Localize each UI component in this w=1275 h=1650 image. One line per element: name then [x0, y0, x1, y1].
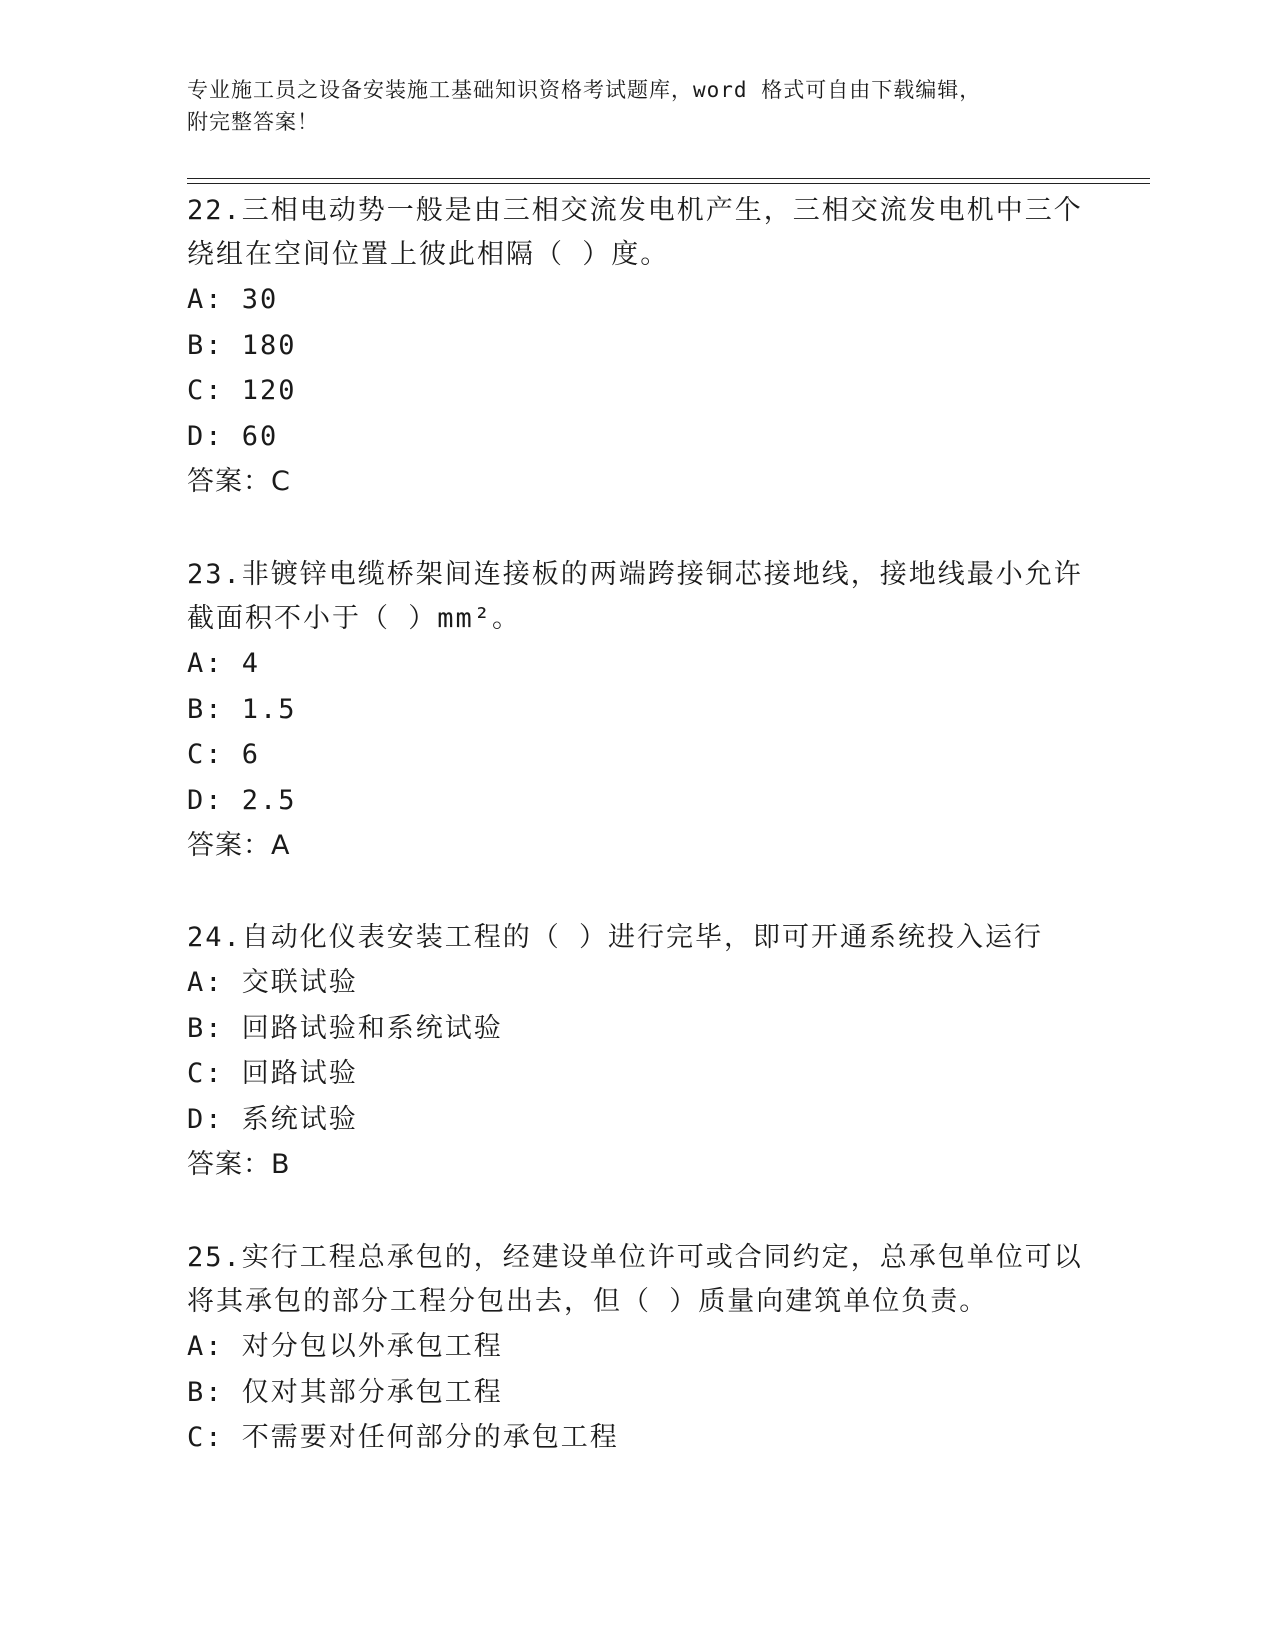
option-a: A: 30: [187, 284, 279, 315]
answer-line: 答案：B: [187, 1149, 291, 1180]
option-c: C: 回路试验: [187, 1058, 358, 1089]
answer-line: 答案：C: [187, 466, 291, 497]
option-a: A: 对分包以外承包工程: [187, 1331, 503, 1362]
question-25: [187, 1236, 1087, 1461]
option-b: B: 180: [187, 329, 297, 361]
option-a: A: 4: [187, 648, 261, 679]
option-b: B: 1.5: [187, 693, 297, 725]
question-24: [187, 916, 1087, 1188]
header-line-2: 附完整答案！: [187, 110, 319, 134]
header-divider-top: [187, 178, 1150, 179]
option-a: A: 交联试验: [187, 967, 358, 998]
option-b: B: 仅对其部分承包工程: [187, 1376, 503, 1408]
question-stem-line-2: 截面积不小于（ ）mm²。: [187, 603, 522, 634]
option-c: C: 120: [187, 375, 297, 406]
question-stem-line-1: 24.自动化仪表安装工程的（ ）进行完毕，即可开通系统投入运行: [187, 922, 1044, 953]
question-stem-line-2: 将其承包的部分工程分包出去，但（ ）质量向建筑单位负责。: [187, 1286, 989, 1317]
question-stem-line-1: 23.非镀锌电缆桥架间连接板的两端跨接铜芯接地线，接地线最小允许: [187, 559, 1083, 590]
option-d: D: 60: [187, 420, 279, 452]
question-stem-line-2: 绕组在空间位置上彼此相隔（ ）度。: [187, 239, 670, 270]
option-d: D: 系统试验: [187, 1103, 358, 1135]
question-22: [187, 189, 1087, 505]
header-divider-bottom: [187, 183, 1150, 184]
option-c: C: 6: [187, 739, 261, 770]
option-d: D: 2.5: [187, 784, 297, 816]
document-header: [187, 74, 1067, 138]
header-line-1: 专业施工员之设备安装施工基础知识资格考试题库，word 格式可自由下载编辑，: [187, 78, 982, 102]
question-stem-line-1: 22.三相电动势一般是由三相交流发电机产生，三相交流发电机中三个: [187, 195, 1083, 226]
question-23: [187, 553, 1087, 869]
answer-line: 答案：A: [187, 830, 291, 861]
question-stem-line-1: 25.实行工程总承包的，经建设单位许可或合同约定，总承包单位可以: [187, 1242, 1083, 1273]
option-b: B: 回路试验和系统试验: [187, 1012, 503, 1044]
option-c: C: 不需要对任何部分的承包工程: [187, 1422, 619, 1453]
